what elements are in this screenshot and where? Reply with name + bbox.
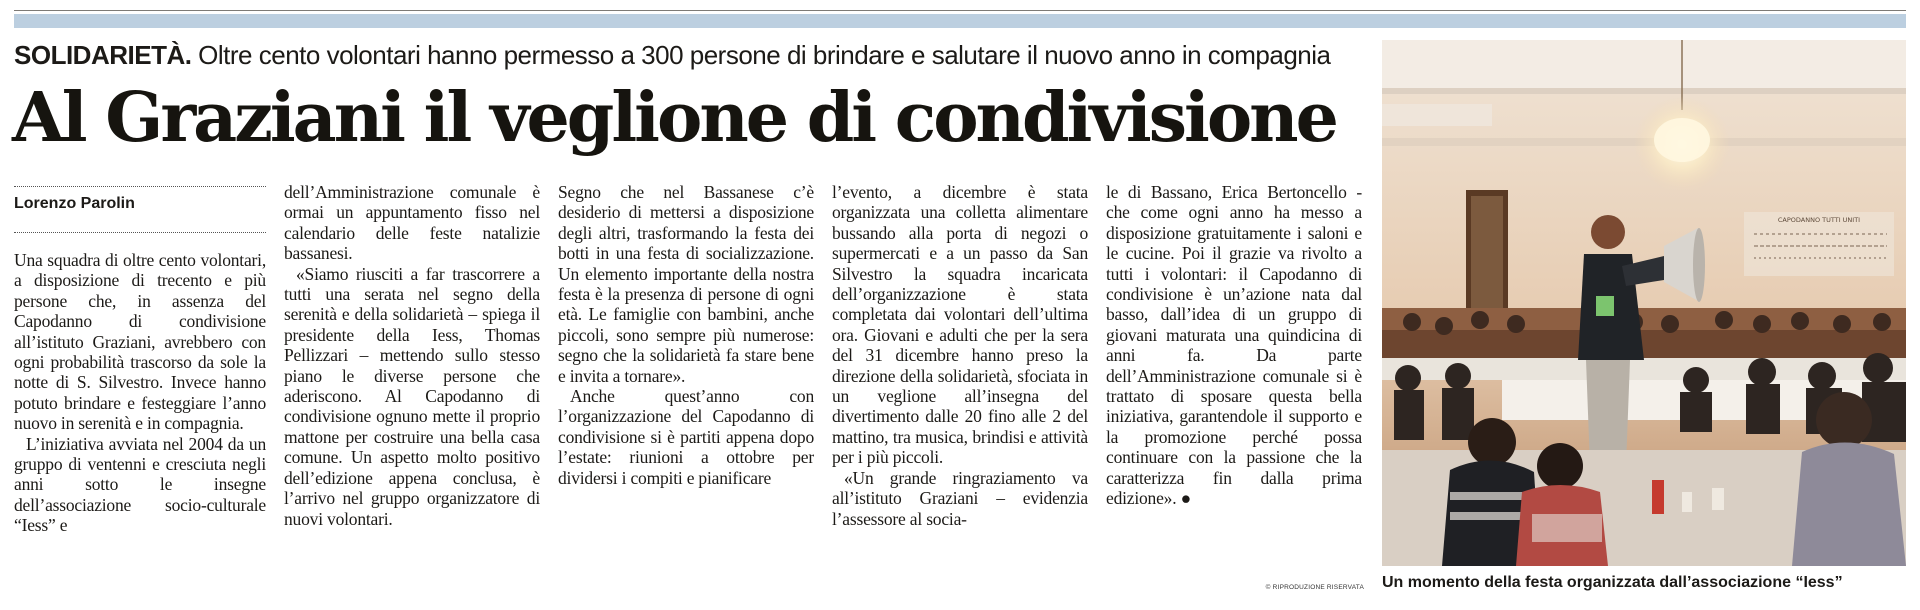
paragraph: Anche quest’anno con l’organizzazione del Capodanno di condivisione si è partiti appena dopo l’estate: riunioni a ottobre per dividersi i compiti e pianificare (558, 386, 814, 488)
copyright-note: © RIPRODUZIONE RISERVATA (1265, 584, 1364, 591)
kicker-tag: SOLIDARIETÀ. (14, 40, 192, 70)
top-rule (14, 10, 1906, 11)
headline: Al Graziani il veglione di condivisione (12, 78, 1336, 158)
byline-rule-bottom (14, 232, 266, 233)
kicker (14, 38, 1374, 72)
paragraph: Segno che nel Bassanese c’è desiderio di mettersi a disposizione degli altri, trasformando la festa dei botti in una festa di socializzazione. Un elemento importante della nostra festa è la presenza di persone di ogni età. Le famiglie con bambini, anche piccoli, sono sempre più numerose: segno che la solidarietà fa stare bene e invita a tornare». (558, 182, 814, 386)
article-column-2 (284, 182, 540, 602)
article-column-1 (14, 250, 266, 602)
wall-sign (1744, 212, 1894, 276)
paragraph: dell’Amministrazione comunale è ormai un appuntamento fisso nel calendario delle feste natalizie bassanesi. (284, 182, 540, 264)
article-column-4 (832, 182, 1088, 602)
article-column-3 (558, 182, 814, 602)
event-photo (1382, 40, 1906, 566)
kicker-text: Oltre cento volontari hanno permesso a 300 persone di brindare e salutare il nuovo anno in compagnia (191, 40, 1331, 70)
byline-rule-top (14, 186, 266, 187)
photo-caption: Un momento della festa organizzata dall’associazione “Iess” (1382, 574, 1843, 591)
paragraph: L’iniziativa avviata nel 2004 da un gruppo di ventenni e cresciuta negli anni sotto le insegne dell’associazione socio-culturale “Iess” e (14, 433, 266, 536)
paragraph: l’evento, a dicembre è stata organizzata una colletta alimentare bussando alla porta di negozi o supermercati e a un passo da San Silvestro la squadra incaricata dell’organizzazione è stata completata dai volontari dell’ultima ora. Giovani e adulti che per la sera del 31 dicembre hanno preso la direzione della solidarietà, sfociata in un veglione all’insegna del divertimento dalle 20 fino alle 2 del mattino, tra musica, brindisi e attività per i più piccoli. (832, 182, 1088, 468)
byline: Lorenzo Parolin (14, 195, 135, 212)
svg-text:CAPODANNO TUTTI UNITI: CAPODANNO TUTTI UNITI (1777, 216, 1861, 224)
paragraph: Una squadra di oltre cento volontari, a disposizione di trecento e più persone che, in assenza del Capodanno di condivisione all’istituto Graziani, avrebbero con ogni probabilità trascorso da sole la notte di S. Silvestro. Invece hanno potuto brindare e festeggiare l’anno nuovo in serenità e in compagnia. (14, 250, 266, 434)
article-column-5 (1106, 182, 1362, 602)
paragraph: «Siamo riusciti a far trascorrere a tutti una serata nel segno della serenità e della solidarietà – spiega il presidente della Iess, Thomas Pellizzari – mettendo sullo stesso piano le diverse persone che aderiscono. Al Capodanno di condivisione ognuno mette il proprio mattone per costruire una bella casa comune. Un aspetto molto positivo dell’edizione appena conclusa, è l’arrivo nel gruppo organizzatore di nuovi volontari. (284, 263, 540, 529)
section-color-bar (14, 14, 1906, 28)
paragraph: «Un grande ringraziamento va all’istituto Graziani – evidenzia l’assessore al socia- (832, 467, 1088, 529)
paragraph: le di Bassano, Erica Bertoncello - che come ogni anno ha messo a disposizione gratuitamente i saloni e le cucine. Poi il grazie va rivolto a tutti i volontari: il Capodanno di condivisione è un’azione nata dal basso, dall’idea di un gruppo di giovani maturata una quindicina di anni fa. Da parte dell’Amministrazione comunale si è trattato di sposare questa bella iniziativa, garantendole il supporto e la promozione perché possa continuare con la passione che la caratterizza fin dalla prima edizione». ● (1106, 182, 1362, 509)
